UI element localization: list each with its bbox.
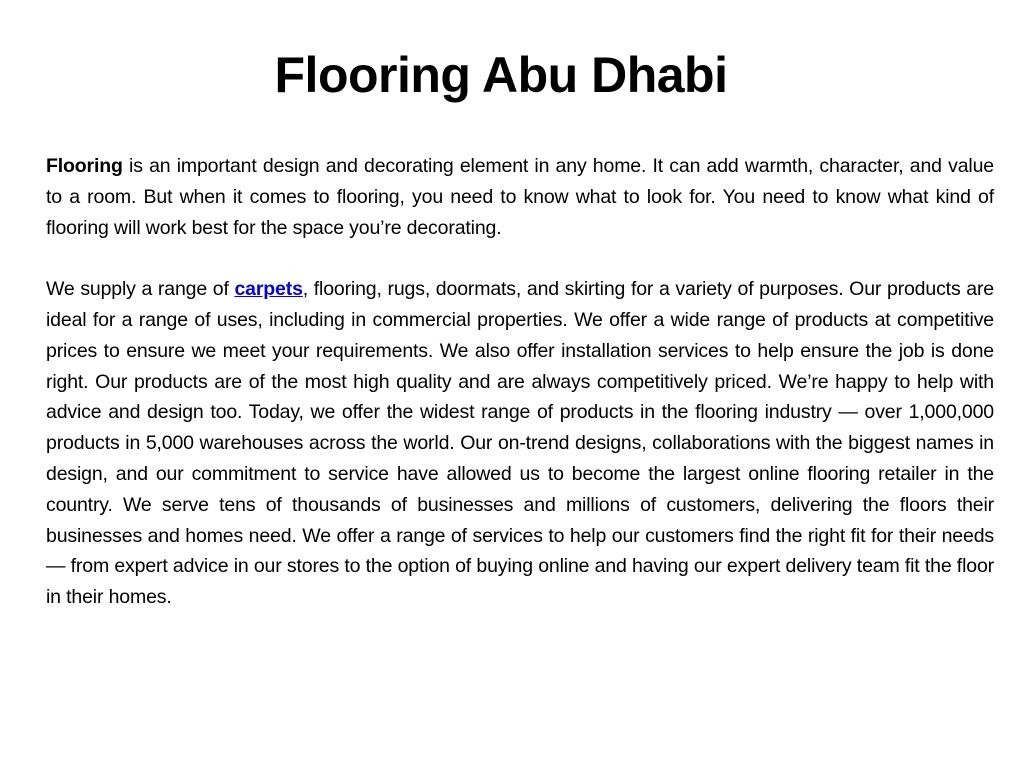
body-content bbox=[46, 151, 994, 613]
carpets-link[interactable]: carpets bbox=[234, 278, 303, 301]
intro-paragraph bbox=[46, 151, 994, 243]
intro-paragraph-text: is an important design and decorating element in any home. It can add warmth, character, and value to a room. But when it comes to flooring, you need to know what to look for. You need to know what kind of flooring will work best for the space you’re decorating. bbox=[46, 155, 994, 239]
services-text-before-link: We supply a range of bbox=[46, 278, 235, 301]
lead-word: Flooring bbox=[46, 155, 123, 177]
services-paragraph bbox=[46, 274, 994, 613]
services-text-after-link: , flooring, rugs, doormats, and skirting for a variety of purposes. Our products are ideal for a range of uses, including in commercial properties. We offer a wide range of products at competitive prices to ensure we meet your requirements. We also offer installation services to help ensure the job is done right. Our products are of the most high quality and are always competitively priced. We’re happy to help with advice and design too. Today, we offer the widest range of products in the flooring industry — over 1,000,000 products in 5,000 warehouses across the world. Our on-trend designs, collaborations with the biggest names in design, and our commitment to service have allowed us to become the largest online flooring retailer in the country. We serve tens of thousands of businesses and millions of customers, delivering the floors their businesses and homes need. We offer a range of services to help our customers find the right fit for their needs — from expert advice in our stores to the option of buying online and having our expert delivery team fit the floor in their homes. bbox=[46, 278, 994, 609]
page-title: Flooring Abu Dhabi bbox=[274, 47, 728, 103]
